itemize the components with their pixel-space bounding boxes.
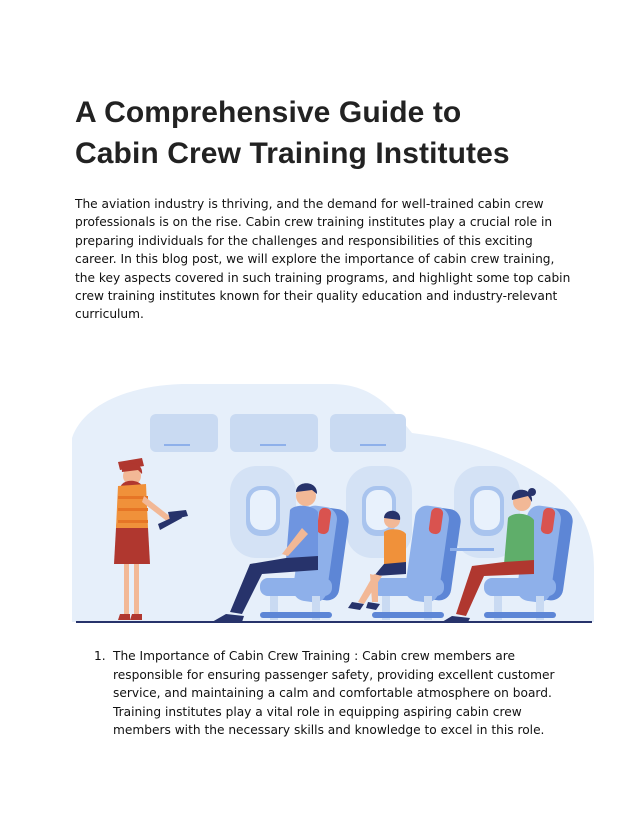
list-line: service, and maintaining a calm and comfortable atmosphere on board. xyxy=(113,686,552,701)
title-line-1: A Comprehensive Guide to xyxy=(75,96,462,129)
page-title xyxy=(75,92,595,174)
list-line: responsible for ensuring passenger safety, providing excellent customer xyxy=(113,667,555,682)
numbered-list xyxy=(94,647,564,740)
intro-line: crew training institutes known for their quality education and industry-relevant xyxy=(75,289,558,304)
cabin-crew-illustration xyxy=(72,378,594,626)
list-line: members with the necessary skills and knowledge to excel in this role. xyxy=(113,723,545,738)
intro-line: career. In this blog post, we will explore the importance of cabin crew training, xyxy=(75,252,555,267)
intro-line: preparing individuals for the challenges and responsibilities of this exciting xyxy=(75,233,533,248)
overhead-bin xyxy=(230,414,318,452)
intro-paragraph xyxy=(75,195,575,324)
list-line: The Importance of Cabin Crew Training : Cabin crew members are xyxy=(113,649,516,663)
overhead-bin xyxy=(330,414,406,452)
title-line-2: Cabin Crew Training Institutes xyxy=(75,137,510,170)
list-number: 1. xyxy=(94,649,106,663)
intro-line: the key aspects covered in such training programs, and highlight some top cabin xyxy=(75,270,571,285)
overhead-bin xyxy=(150,414,218,452)
list-line: Training institutes play a vital role in equipping aspiring cabin crew xyxy=(113,704,522,719)
intro-line: professionals is on the rise. Cabin crew training institutes play a crucial role in xyxy=(75,215,553,230)
floor-line xyxy=(76,621,592,623)
list-item xyxy=(94,647,564,740)
intro-line: curriculum. xyxy=(75,307,144,322)
window xyxy=(230,466,296,558)
intro-line: The aviation industry is thriving, and the demand for well-trained cabin crew xyxy=(75,197,544,211)
